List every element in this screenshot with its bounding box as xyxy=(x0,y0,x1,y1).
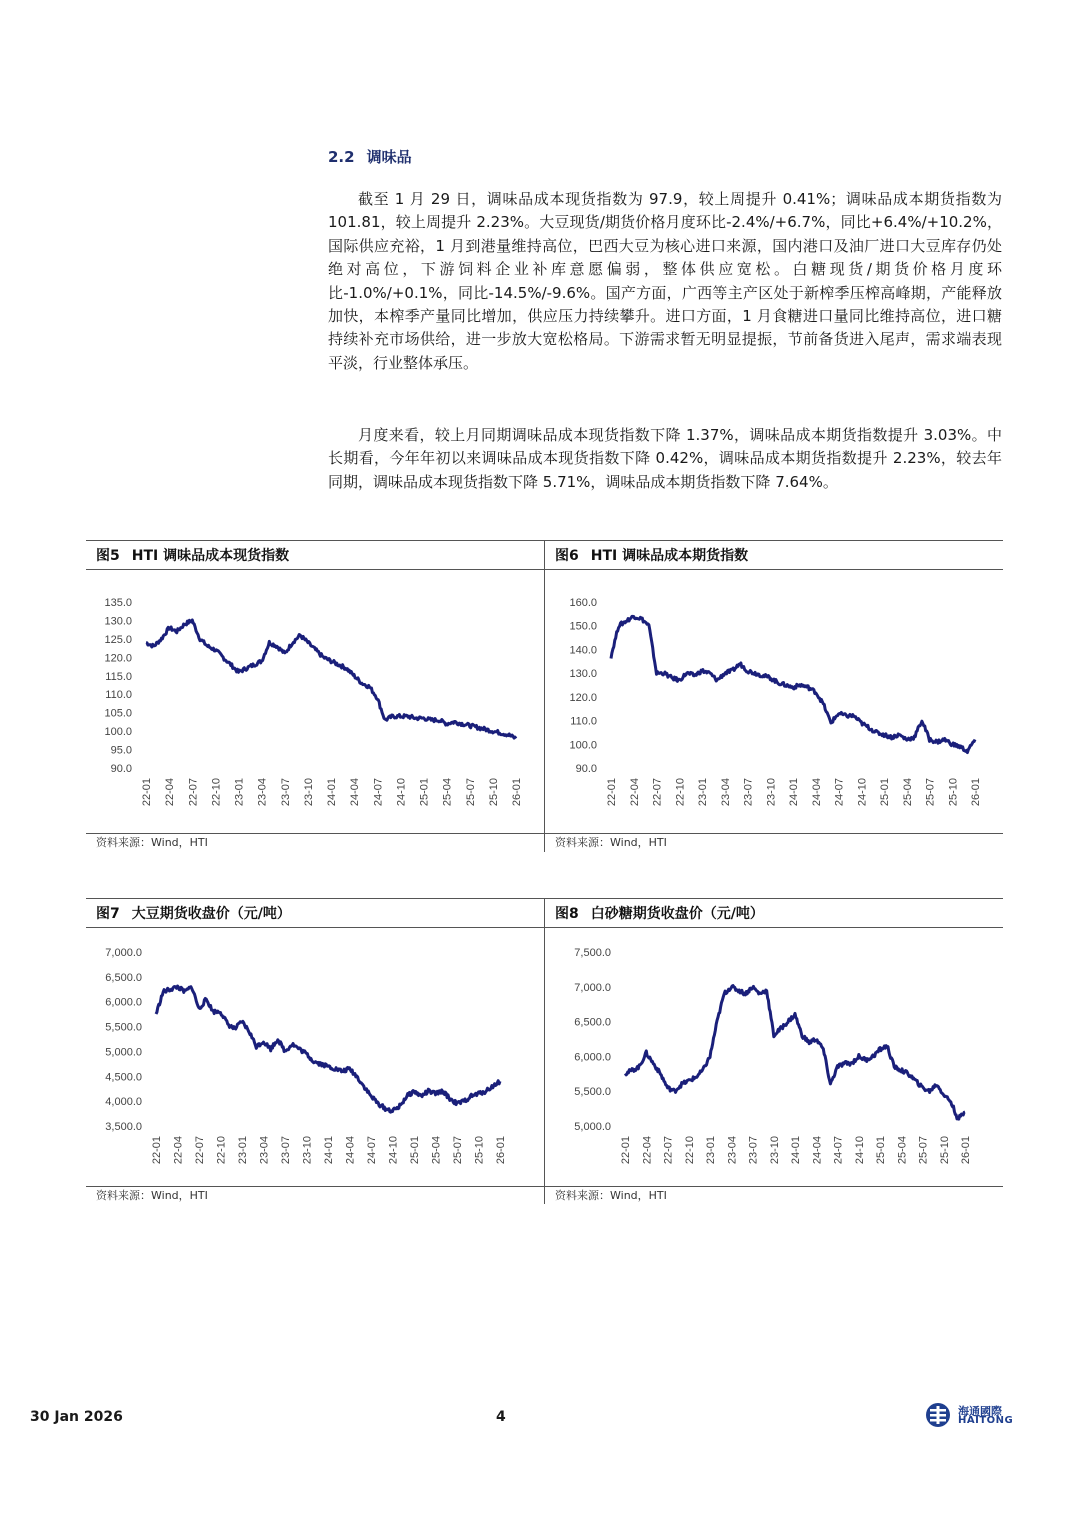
figure-divider xyxy=(544,898,545,1204)
figure-title xyxy=(545,898,1003,928)
x-tick-label: 24-04 xyxy=(344,1136,357,1165)
x-tick-label: 25-10 xyxy=(487,778,500,807)
x-tick-label: 22-07 xyxy=(187,778,200,807)
section-number: 2.2 xyxy=(328,148,355,166)
figure-source: 资料来源：Wind，HTI xyxy=(545,833,1003,851)
y-tick-label: 150.0 xyxy=(569,620,597,633)
x-tick-label: 24-07 xyxy=(832,1136,845,1165)
x-tick-label: 23-10 xyxy=(768,1136,781,1165)
y-tick-label: 4,000.0 xyxy=(105,1096,142,1109)
sugar-futures-chart xyxy=(545,936,1003,1186)
logo-text-en: HAITONG xyxy=(958,1415,1014,1426)
figure-title xyxy=(86,898,544,928)
x-tick-label: 25-04 xyxy=(901,778,914,807)
x-tick-label: 23-10 xyxy=(302,778,315,807)
x-tick-label: 23-10 xyxy=(301,1136,314,1165)
x-tick-label: 25-01 xyxy=(409,1136,421,1165)
x-tick-label: 22-10 xyxy=(674,778,687,807)
soybean-futures-chart xyxy=(86,936,544,1186)
figure-number: 图6 xyxy=(555,548,579,564)
paragraph-1: 截至 1 月 29 日，调味品成本现货指数为 97.9，较上周提升 0.41%；调味品成本期货指数为 101.81，较上周提升 2.23%。大豆现货/期货价格月度环比-2.4%/+6.7%，同比+6.4%/+10.2%，国际供应充裕，1 月到港量维持高位，巴西大豆为核心进口来源，国内港口及油厂进口大豆库存仍处绝对高位，下游饲料企业补库意愿偏弱，整体供应宽松。白糖现货/期货价格月度环比-1.0%/+0.1%，同比-14.5%/-9.6%。国产方面，广西等主产区处于新榨季压榨高峰期，产能释放加快，本榨季产量同比增加，供应压力持续攀升。进口方面，1 月食糖进口量同比维持高位，进口糖持续补充市场供给，进一步放大宽松格局。下游需求暂无明显提振，节前备货进入尾声，需求端表现平淡，行业整体承压。 xyxy=(328,190,1002,372)
y-tick-label: 120.0 xyxy=(569,691,597,704)
y-tick-label: 115.0 xyxy=(105,670,132,683)
x-tick-label: 24-04 xyxy=(349,778,362,807)
y-tick-label: 125.0 xyxy=(104,633,132,646)
page-number: 4 xyxy=(496,1409,506,1425)
figure-source: 资料来源：Wind，HTI xyxy=(86,833,544,851)
y-tick-label: 110.0 xyxy=(105,689,132,702)
x-tick-label: 24-10 xyxy=(395,778,408,807)
x-tick-label: 26-01 xyxy=(960,1136,972,1165)
x-tick-label: 24-07 xyxy=(372,778,385,807)
y-tick-label: 6,000.0 xyxy=(574,1051,611,1064)
y-tick-label: 95.0 xyxy=(110,744,132,757)
figure-caption: 大豆期货收盘价（元/吨） xyxy=(131,906,291,922)
figure-caption: HTI 调味品成本现货指数 xyxy=(131,548,290,564)
x-tick-label: 25-04 xyxy=(441,778,454,807)
y-tick-label: 120.0 xyxy=(104,652,132,665)
x-tick-label: 23-01 xyxy=(237,1136,249,1165)
x-tick-label: 24-10 xyxy=(387,1136,400,1165)
figure-number: 图7 xyxy=(96,906,120,922)
y-tick-label: 135.0 xyxy=(104,597,132,609)
y-tick-label: 110.0 xyxy=(570,715,597,728)
x-tick-label: 23-01 xyxy=(233,778,246,807)
x-tick-label: 23-04 xyxy=(726,1136,739,1165)
x-tick-label: 22-01 xyxy=(620,1136,632,1165)
x-tick-label: 24-01 xyxy=(790,1136,802,1165)
figure-5 xyxy=(86,540,544,852)
x-tick-label: 23-07 xyxy=(280,1136,292,1165)
x-tick-label: 23-04 xyxy=(719,778,732,807)
x-tick-label: 24-07 xyxy=(833,778,846,807)
x-tick-label: 23-04 xyxy=(258,1136,271,1165)
y-tick-label: 130.0 xyxy=(569,668,597,681)
series-line xyxy=(146,620,516,739)
section-title: 调味品 xyxy=(366,148,412,166)
section-heading xyxy=(328,146,412,167)
futures-index-chart xyxy=(545,580,1003,834)
x-tick-label: 25-07 xyxy=(917,1136,930,1165)
figure-caption: 白砂糖期货收盘价（元/吨） xyxy=(590,906,764,922)
y-tick-label: 7,000.0 xyxy=(574,981,611,994)
y-tick-label: 5,500.0 xyxy=(574,1086,611,1099)
y-tick-label: 100.0 xyxy=(104,726,132,739)
x-tick-label: 24-10 xyxy=(853,1136,866,1165)
figure-source: 资料来源：Wind，HTI xyxy=(545,1186,1003,1204)
x-tick-label: 25-01 xyxy=(875,1136,887,1165)
x-tick-label: 23-07 xyxy=(742,778,755,807)
x-tick-label: 25-07 xyxy=(452,1136,464,1165)
x-tick-label: 22-04 xyxy=(164,778,177,807)
logo-text-cn: 海通國際 xyxy=(958,1405,1002,1418)
x-tick-label: 22-07 xyxy=(651,778,664,807)
figure-title xyxy=(545,540,1003,570)
y-tick-label: 4,500.0 xyxy=(105,1071,142,1084)
x-tick-label: 24-04 xyxy=(811,1136,824,1165)
x-tick-label: 22-10 xyxy=(210,778,223,807)
x-tick-label: 22-10 xyxy=(683,1136,696,1165)
figure-6 xyxy=(545,540,1003,852)
x-tick-label: 24-04 xyxy=(810,778,823,807)
figure-source: 资料来源：Wind，HTI xyxy=(86,1186,544,1204)
x-tick-label: 26-01 xyxy=(495,1136,507,1165)
y-tick-label: 160.0 xyxy=(569,597,597,609)
y-tick-label: 7,500.0 xyxy=(574,947,611,959)
series-line xyxy=(625,986,965,1120)
x-tick-label: 26-01 xyxy=(511,778,523,807)
x-tick-label: 24-10 xyxy=(856,778,869,807)
series-line xyxy=(156,986,500,1112)
y-tick-label: 90.0 xyxy=(110,763,132,775)
x-tick-label: 22-07 xyxy=(194,1136,206,1165)
y-tick-label: 3,500.0 xyxy=(105,1121,142,1133)
x-tick-label: 25-04 xyxy=(430,1136,443,1165)
y-tick-label: 90.0 xyxy=(575,763,597,775)
x-tick-label: 25-01 xyxy=(418,778,431,807)
x-tick-label: 26-01 xyxy=(970,778,982,807)
x-tick-label: 24-01 xyxy=(326,778,338,807)
paragraph-2: 月度来看，较上月同期调味品成本现货指数下降 1.37%，调味品成本期货指数提升 3.03%。中长期看，今年年初以来调味品成本现货指数下降 0.42%，调味品成本期货指数提升 2.23%，较去年同期，调味品成本现货指数下降 5.71%，调味品成本期货指数下降 7.64%。 xyxy=(328,426,1002,491)
x-tick-label: 22-10 xyxy=(215,1136,228,1165)
x-tick-label: 25-07 xyxy=(464,778,477,807)
y-tick-label: 6,500.0 xyxy=(105,971,142,984)
figure-number: 图5 xyxy=(96,548,120,564)
x-tick-label: 23-07 xyxy=(747,1136,760,1165)
x-tick-label: 25-10 xyxy=(947,778,960,807)
x-tick-label: 22-01 xyxy=(606,778,618,807)
x-tick-label: 23-01 xyxy=(697,778,709,807)
series-line xyxy=(611,616,975,752)
x-tick-label: 25-04 xyxy=(896,1136,909,1165)
x-tick-label: 23-01 xyxy=(705,1136,717,1165)
figure-title xyxy=(86,540,544,570)
y-tick-label: 5,000.0 xyxy=(105,1046,142,1059)
figure-caption: HTI 调味品成本期货指数 xyxy=(590,548,749,564)
x-tick-label: 24-01 xyxy=(323,1136,335,1165)
x-tick-label: 22-01 xyxy=(151,1136,163,1165)
x-tick-label: 22-04 xyxy=(628,778,641,807)
x-tick-label: 22-01 xyxy=(141,778,153,807)
y-tick-label: 130.0 xyxy=(104,615,132,628)
x-tick-label: 23-10 xyxy=(765,778,778,807)
figure-divider xyxy=(544,540,545,852)
figure-7 xyxy=(86,898,544,1204)
spot-index-chart xyxy=(86,580,544,834)
x-tick-label: 23-07 xyxy=(279,778,292,807)
x-tick-label: 24-01 xyxy=(788,778,800,807)
y-tick-label: 5,500.0 xyxy=(105,1021,142,1034)
y-tick-label: 105.0 xyxy=(104,707,132,720)
x-tick-label: 23-04 xyxy=(256,778,269,807)
x-tick-label: 22-04 xyxy=(172,1136,185,1165)
x-tick-label: 22-04 xyxy=(641,1136,654,1165)
x-tick-label: 25-10 xyxy=(938,1136,951,1165)
y-tick-label: 7,000.0 xyxy=(105,947,142,959)
figure-number: 图8 xyxy=(555,906,579,922)
x-tick-label: 25-10 xyxy=(473,1136,486,1165)
y-tick-label: 6,000.0 xyxy=(105,996,142,1009)
x-tick-label: 25-07 xyxy=(924,778,937,807)
x-tick-label: 22-07 xyxy=(662,1136,675,1165)
x-tick-label: 25-01 xyxy=(879,778,891,807)
y-tick-label: 6,500.0 xyxy=(574,1016,611,1029)
x-tick-label: 24-07 xyxy=(366,1136,378,1165)
footer-date: 30 Jan 2026 xyxy=(30,1409,123,1425)
y-tick-label: 100.0 xyxy=(569,739,597,752)
y-tick-label: 140.0 xyxy=(569,644,597,657)
y-tick-label: 5,000.0 xyxy=(574,1121,611,1133)
figure-8 xyxy=(545,898,1003,1204)
